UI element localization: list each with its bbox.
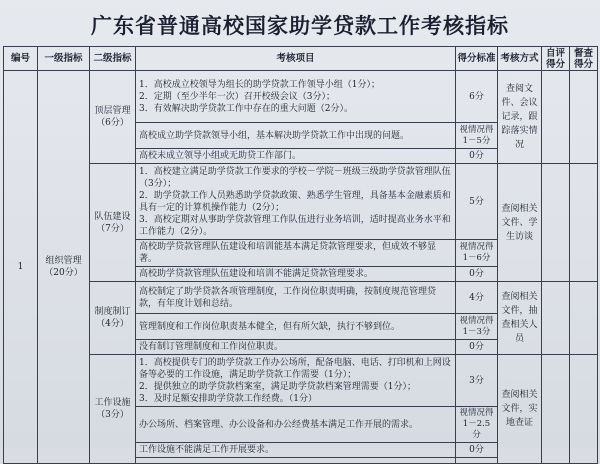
score-standard: 6分 <box>456 71 498 123</box>
level2-team-building: 队伍建设 （7分） <box>90 164 136 282</box>
review-score-cell <box>570 164 598 282</box>
table-row <box>4 355 598 407</box>
criteria-item: 高校助学贷款管理队伍建设和培训不能满足贷款管理要求。 <box>136 267 456 282</box>
review-score-cell <box>570 71 598 164</box>
criteria-item: 高校制定了助学贷款各项管理制度，工作岗位职责明确，按制度规范管理贷款，有年度计划和总结。 <box>136 282 456 314</box>
document-title: 广东省普通高校国家助学贷款工作考核指标 <box>91 13 509 38</box>
criteria-item: 1．高校提供专门的助学贷款工作办公场所，配备电脑、电话、打印机和上网设备等必要的工作设施，满足助学贷款工作需要（1分）； 2．提供独立的助学贷款档案室，满足助学贷款档案管理需要（1分）； 3．及时足额安排助学贷款工作经费。（1分） <box>136 355 456 407</box>
header-items: 考核项目 <box>136 47 456 71</box>
level2-work-facilities: 工作设施 （3分） <box>90 355 136 464</box>
score-standard: 0分 <box>456 149 498 164</box>
header-level2: 二级指标 <box>90 47 136 71</box>
table-row <box>4 164 598 240</box>
criteria-item: 管理制度和工作岗位职责基本健全，但有所欠缺，执行不够到位。 <box>136 314 456 340</box>
criteria-item-cutoff <box>136 458 456 464</box>
criteria-item: 高校助学贷款管理队伍建设和培训能基本满足贷款管理要求，但成效不够显著。 <box>136 240 456 267</box>
review-score-cell <box>570 282 598 355</box>
header-review-score: 督查得分 <box>570 47 598 71</box>
header-number: 编号 <box>4 47 38 71</box>
level2-system-building: 制度制订 （4分） <box>90 282 136 355</box>
header-level1: 一级指标 <box>38 47 90 71</box>
assessment-method: 查阅相关文件，实地查证 <box>498 355 542 464</box>
header-method: 考核方式 <box>498 47 542 71</box>
criteria-item: 没有制订管理制度和工作岗位职责。 <box>136 340 456 355</box>
score-standard: 0分 <box>456 340 498 355</box>
header-row <box>4 47 598 71</box>
review-score-cell <box>570 355 598 464</box>
table-row <box>4 71 598 123</box>
self-score-cell <box>542 355 570 464</box>
criteria-item: 1．高校成立校领导为组长的助学贷款工作领导小组（1分）； 2．定期（至少半年一次）召开校级会议（3分）； 3．有效解决助学贷款工作中存在的重大问题（2分）。 <box>136 71 456 123</box>
score-standard: 0分 <box>456 267 498 282</box>
score-standard: 5分 <box>456 164 498 240</box>
level2-top-management: 顶层管理 （6分） <box>90 71 136 164</box>
score-standard: 视情况得1－3分 <box>456 314 498 340</box>
score-standard: 0分 <box>456 443 498 458</box>
row-number: 1 <box>4 71 38 464</box>
criteria-item: 高校成立助学贷款领导小组，基本解决助学贷款工作中出现的问题。 <box>136 123 456 149</box>
criteria-item: 工作设施不能满足工作开展要求。 <box>136 443 456 458</box>
criteria-item: 高校未成立领导小组或无助贷工作部门。 <box>136 149 456 164</box>
assessment-method: 查阅相关文件、学生访谈 <box>498 164 542 282</box>
level1-indicator: 组织管理 （20分） <box>38 71 90 464</box>
header-standard: 得分标准 <box>456 47 498 71</box>
score-standard: 视情况得1－2.5分 <box>456 407 498 443</box>
self-score-cell <box>542 71 570 164</box>
score-standard: 视情况得1－6分 <box>456 240 498 267</box>
self-score-cell <box>542 282 570 355</box>
score-standard: 3分 <box>456 355 498 407</box>
table-row <box>4 282 598 314</box>
assessment-method: 查阅相关文件，抽查相关人员 <box>498 282 542 355</box>
self-score-cell <box>542 164 570 282</box>
assessment-method: 查阅文件、会议记录，跟踪落实情况 <box>498 71 542 164</box>
score-standard: 视情况得1－5分 <box>456 123 498 149</box>
criteria-item: 1．高校建立满足助学贷款工作要求的学校－学院－班级三级助学贷款管理队伍（3分）； 2．助学贷款工作人员熟悉助学贷款政策、熟悉学生管理，具备基本金融素质和具有一定的计算机操作能力（2分）； 3．高校定期对从事助学贷款管理工作队伍进行业务培训，适时提高业务水平和工作能力（2分）。 <box>136 164 456 240</box>
score-standard: 4分 <box>456 282 498 314</box>
criteria-item: 办公场所、档案管理、办公设备和办公经费基本满足工作开展的需求。 <box>136 407 456 443</box>
score-standard-cutoff <box>456 458 498 464</box>
header-self-score: 自评得分 <box>542 47 570 71</box>
assessment-table <box>3 46 598 464</box>
